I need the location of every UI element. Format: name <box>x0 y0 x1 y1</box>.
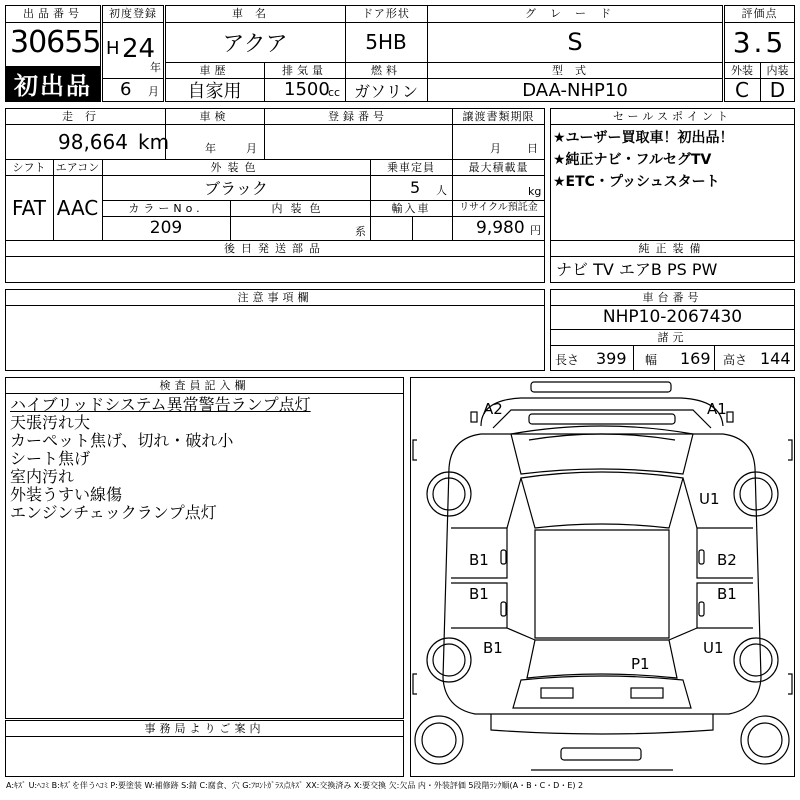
transfer-month-unit: 月 <box>490 142 501 155</box>
roof <box>535 530 669 638</box>
body-outline <box>443 434 761 714</box>
mark-right-front-fender: U1 <box>699 490 720 508</box>
inspection-label: 車検 <box>199 109 230 123</box>
model: DAA-NHP10 <box>522 79 628 101</box>
door-label: ドア形状 <box>362 7 410 20</box>
interior-color-label: 内装色 <box>271 201 329 215</box>
rating-score: 3.5 <box>732 25 787 59</box>
transfer-day-unit: 日 <box>527 142 538 155</box>
displacement-unit: cc <box>328 86 341 99</box>
mark-front-right: A1 <box>707 400 727 418</box>
displacement-label: 排気量 <box>282 63 327 77</box>
mileage-label: 走行 <box>62 109 108 123</box>
later-parts-label: 後日発送部品 <box>224 241 326 255</box>
max-load-unit: kg <box>528 185 542 198</box>
shift-value: FAT <box>11 195 46 220</box>
aircon-label: エアコン <box>55 160 100 174</box>
mark-right-front-door: B2 <box>717 551 737 569</box>
grille <box>529 414 675 424</box>
rating-label: 評価点 <box>741 7 778 20</box>
chassis-label: 車台番号 <box>642 290 703 304</box>
mileage-unit: km <box>138 130 170 154</box>
import-label: 輸入車 <box>391 201 431 215</box>
grade: S <box>567 28 583 56</box>
inspector-line-6: 外装うすい線傷 <box>10 485 123 504</box>
capacity-label: 乗車定員 <box>387 160 435 174</box>
selling-points-label: セールスポイント <box>612 109 732 123</box>
fuel-label: 燃料 <box>371 63 401 77</box>
grade-label: グレード <box>525 7 625 20</box>
first-reg-month: 6 <box>120 79 132 100</box>
history-label: 車歴 <box>199 63 230 77</box>
registration-label: 登録番号 <box>328 109 388 123</box>
first-reg-year: 24 <box>122 34 156 64</box>
car-name: アクア <box>222 31 288 57</box>
color-no-value: 209 <box>149 218 183 238</box>
capacity-value: 5 <box>410 178 421 197</box>
fuel: ガソリン <box>353 81 418 101</box>
inspection-month-unit: 月 <box>246 142 257 155</box>
exterior-rating-label: 外装 <box>731 63 753 77</box>
max-load-label: 最大積載量 <box>468 160 529 174</box>
lot-number: 30655 <box>10 25 101 60</box>
mark-left-rear-door: B1 <box>469 585 489 603</box>
car-name-label: 車名 <box>232 7 278 20</box>
door-type: 5HB <box>365 30 407 54</box>
front-bumper <box>481 398 723 426</box>
first-reg-year-unit: 年 <box>150 61 161 74</box>
mark-back-door: P1 <box>631 655 650 673</box>
right-headlamp <box>727 412 733 422</box>
selling-point-2: ★純正ナビ・フルセグTV <box>553 152 712 168</box>
height-value: 144 <box>760 349 791 368</box>
first-reg-month-unit: 月 <box>148 85 159 98</box>
interior-rating-label: 内装 <box>766 63 789 77</box>
inspector-line-7: エンジンチェックランプ点灯 <box>10 503 217 522</box>
windshield <box>521 472 683 528</box>
lot-label: 出品番号 <box>23 7 83 20</box>
recycle-unit: 円 <box>530 224 541 237</box>
inspector-line-3: カーペット焦げ、切れ・破れ小 <box>10 431 234 450</box>
hood <box>511 426 693 474</box>
selling-point-1: ★ユーザー買取車！初出品！ <box>553 130 734 146</box>
mark-right-rear-door: B1 <box>717 585 737 603</box>
inspector-line-4: シート焦げ <box>10 449 91 468</box>
inspector-label: 検査員記入欄 <box>159 378 250 392</box>
width-value: 169 <box>680 349 711 368</box>
left-headlamp <box>471 412 477 422</box>
history: 自家用 <box>187 81 242 102</box>
first-reg-label: 初度登録 <box>109 7 157 20</box>
length-value: 399 <box>596 349 627 368</box>
rear-window <box>527 640 677 678</box>
genuine-equipment-value: ナビ TV エアB PS PW <box>556 260 718 279</box>
chassis-number: NHP10-2067430 <box>602 307 743 327</box>
mileage-value: 98,664 <box>58 130 128 154</box>
mark-left-front-door: B1 <box>469 551 489 569</box>
width-label: 幅 <box>645 353 658 367</box>
interior-color-unit: 系 <box>355 225 366 238</box>
recycle-value: 9,980 <box>476 218 525 238</box>
damage-legend: A:ｷｽﾞ U:ﾍｺﾐ B:ｷｽﾞを伴うﾍｺﾐ P:要塗装 W:補修跡 S:錆 C:腐食、穴 G:ﾌﾛﾝﾄｶﾞﾗｽ点ｷｽﾞ XX:交換済み X:要交換 欠:欠品 内・外装評価 5段階ﾗﾝｸ順(A・B・C・D・E) 2 <box>6 781 584 790</box>
rear-lamp-right <box>631 688 663 698</box>
model-label: 型式 <box>552 63 598 77</box>
shift-label: シフト <box>12 160 46 174</box>
color-no-label: カラーNo. <box>128 201 204 215</box>
rear-lamp-left <box>541 688 573 698</box>
exterior-color-value: ブラック <box>204 179 268 198</box>
car-damage-diagram <box>410 377 795 777</box>
interior-rating: D <box>769 78 786 102</box>
inspection-year-unit: 年 <box>205 142 216 155</box>
inspector-line-1: ハイブリッドシステム異常警告ランプ点灯 <box>10 395 311 414</box>
mark-left-rear-fender: B1 <box>483 639 503 657</box>
office-label: 事務局よりご案内 <box>144 721 265 735</box>
front-bumper-strip <box>531 382 671 392</box>
mark-right-rear-fender: U1 <box>703 639 724 657</box>
length-label: 長さ <box>555 353 580 367</box>
cautions-label: 注意事項欄 <box>237 290 313 304</box>
rear-bumper <box>491 714 713 734</box>
recycle-label: リサイクル預託金 <box>459 202 538 213</box>
inspector-line-5: 室内汚れ <box>10 467 75 486</box>
displacement: 1500 <box>284 79 330 100</box>
mark-front-left: A2 <box>483 400 503 418</box>
exterior-rating: C <box>735 78 749 102</box>
capacity-unit: 人 <box>436 184 447 197</box>
first-reg-era: H <box>106 38 120 59</box>
back-door <box>513 676 691 708</box>
exterior-color-label: 外装色 <box>210 160 262 174</box>
height-label: 高さ <box>723 353 748 367</box>
aircon-value: AAC <box>56 195 99 220</box>
transfer-deadline-label: 譲渡書類期限 <box>462 109 535 123</box>
selling-point-3: ★ETC・プッシュスタート <box>553 174 720 190</box>
first-listing-badge: 初出品 <box>6 66 100 101</box>
inspector-line-2: 天張汚れ大 <box>10 413 91 432</box>
specs-label: 諸元 <box>657 330 688 344</box>
genuine-equipment-label: 純正装備 <box>638 241 707 255</box>
